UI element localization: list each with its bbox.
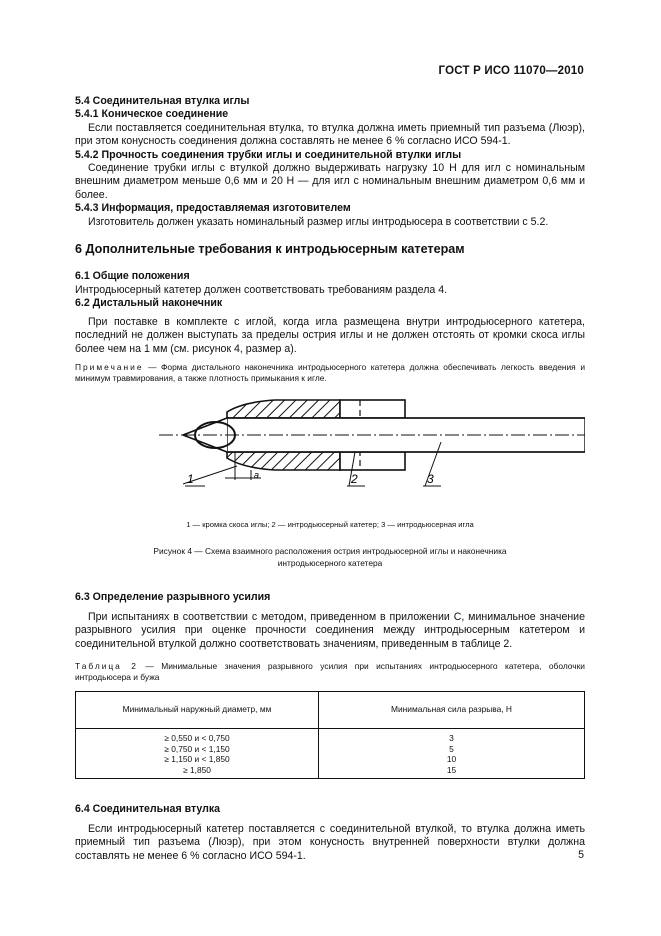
section-6-3-text: При испытаниях в соответствии с методом, приведенном в приложении С, минимальное значение разрывного усилия при оценке прочности соединения между интродьюсерным катетером и соединительной втулкой должно соответствовать значениям, приведенным в таблице 2. — [75, 610, 585, 650]
table-2-title-text: — Минимальные значения разрывного усилия при испытаниях интродьюсерного катетера, оболочки интродьюсера и бужа — [75, 660, 585, 682]
table-2-label: Таблица 2 — [75, 660, 138, 671]
section-6-4-title: 6.4 Соединительная втулка — [75, 803, 221, 816]
section-6-3-title: 6.3 Определение разрывного усилия — [75, 591, 271, 604]
figure-label-1: 1 — [187, 471, 194, 486]
section-6-2-text: При поставке в комплекте с иглой, когда игла размещена внутри интродьюсерного катетера, последний не должен выступать за пределы острия иглы и не должен отстоять от кромки скоса иглы более чем на 1 мм (см. рисунок 4, размер a). — [75, 315, 585, 355]
table-cell: 10 — [446, 754, 457, 765]
table-cell: ≥ 1,850 — [183, 764, 211, 775]
figure-caption — [75, 545, 585, 569]
section-5-4-title: 5.4 Соединительная втулка иглы — [75, 95, 250, 107]
figure-caption-line2: интродьюсерного катетера — [277, 558, 383, 569]
table-2 — [75, 691, 585, 779]
table-col-force — [319, 728, 585, 778]
figure-label-a: a — [254, 469, 260, 480]
standard-header: ГОСТ Р ИСО 11070—2010 — [438, 65, 584, 77]
section-6-title: 6 Дополнительные требования к интродьюсерным катетерам — [75, 242, 465, 257]
note — [75, 362, 585, 384]
table-header-force: Минимальная сила разрыва, Н — [319, 691, 585, 728]
figure-caption-line1: Рисунок 4 — Схема взаимного расположения острия интродьюсерной иглы и наконечника — [153, 546, 507, 557]
table-cell: 5 — [449, 743, 454, 754]
section-6-4-text: Если интродьюсерный катетер поставляется с соединительной втулкой, то втулка должна иметь приемный тип разъема (Люэр), при этом конусность внутренней поверхности втулки должна составлять не менее 6 % согласно ИСО 594-1. — [75, 822, 585, 862]
table-cell: ≥ 0,550 и < 0,750 — [164, 732, 230, 743]
figure-legend: 1 — кромка скоса иглы; 2 — интродьюсерный катетер; 3 — интродьюсерная игла — [186, 519, 474, 529]
table-body — [76, 728, 585, 778]
table-2-title — [75, 661, 585, 683]
section-6-1-title: 6.1 Общие положения — [75, 270, 190, 283]
catheter-upper-wall — [227, 400, 340, 418]
section-5-4-2-title: 5.4.2 Прочность соединения трубки иглы и соединительной втулки иглы — [75, 148, 462, 161]
section-6-1-text: Интродьюсерный катетер должен соответствовать требованиям раздела 4. — [75, 283, 448, 296]
section-5-4-1-text: Если поставляется соединительная втулка, то втулка должна иметь приемный тип разъема (Люэр), при этом конусность соединения должна составлять не менее 6 % согласно ИСО 594-1. — [75, 121, 585, 148]
section-5-4-3-text: Изготовитель должен указать номинальный размер иглы интродьюсера в соответствии с 5.2. — [88, 215, 549, 228]
section-5-4-1-title: 5.4.1 Коническое соединение — [75, 108, 229, 121]
needle-catheter-diagram — [75, 394, 585, 514]
note-text: — Форма дистального наконечника интродьюсерного катетера должна обеспечивать легкость введения и минимум травмирования, а также плотность примыкания к игле. — [75, 361, 585, 383]
note-label: Примечание — [75, 361, 144, 372]
table-cell: ≥ 0,750 и < 1,150 — [164, 743, 230, 754]
table-cell: 3 — [449, 732, 454, 743]
table-col-diameter — [76, 728, 319, 778]
section-6-2-title: 6.2 Дистальный наконечник — [75, 297, 223, 310]
section-5-4-3-title: 5.4.3 Информация, предоставляемая изготовителем — [75, 202, 351, 215]
table-cell: 15 — [446, 764, 457, 775]
catheter-lower-wall — [227, 452, 340, 470]
table-cell: ≥ 1,150 и < 1,850 — [164, 754, 230, 765]
page-content — [75, 95, 585, 863]
page-number: 5 — [578, 849, 584, 861]
figure-4 — [75, 394, 585, 514]
table-header-diameter: Минимальный наружный диаметр, мм — [76, 691, 319, 728]
section-5-4-2-text: Соединение трубки иглы с втулкой должно выдерживать нагрузку 10 Н для игл с номинальным внешним диаметром меньше 0,6 мм и 20 Н — для игл с номинальным внешним диаметром 0,6 мм и более. — [75, 162, 585, 201]
figure-label-2: 2 — [351, 471, 358, 486]
figure-label-3: 3 — [427, 471, 434, 486]
